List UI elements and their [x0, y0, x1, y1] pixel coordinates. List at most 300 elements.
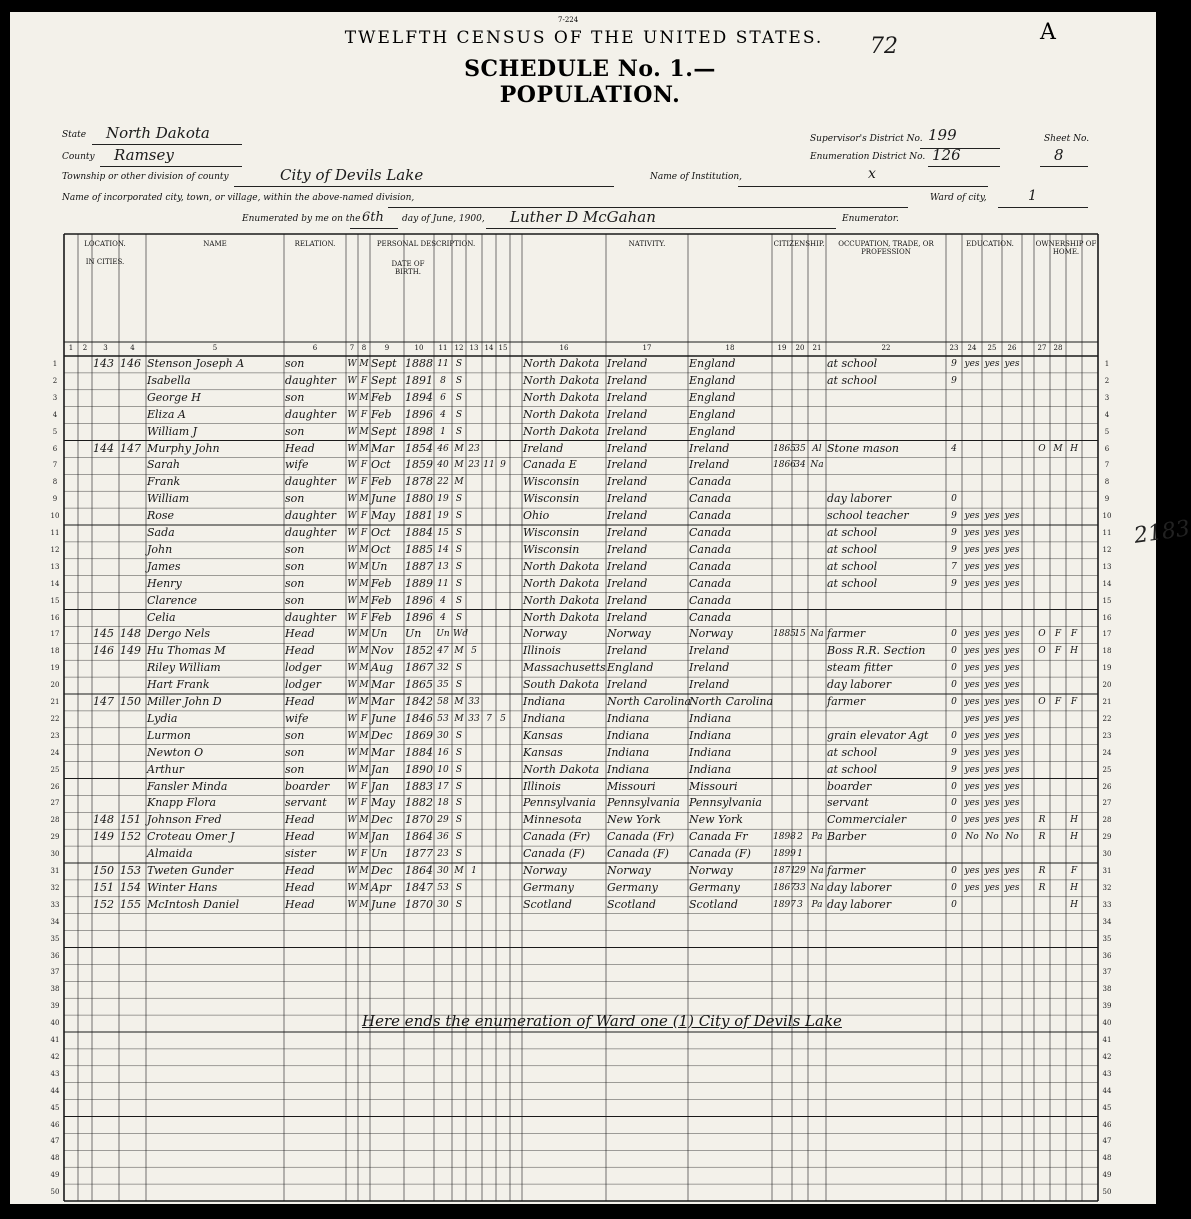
- cell-yrs: 23: [468, 460, 480, 471]
- cell-fbp: Ireland: [607, 492, 648, 506]
- row-number-right: 9: [1104, 495, 1110, 504]
- cell-year: 1884: [405, 526, 433, 539]
- cell-year: 1896: [405, 610, 433, 624]
- cell-age: 19: [437, 494, 449, 505]
- row-number-right: 1: [1104, 360, 1110, 368]
- cell-read: yes: [964, 815, 980, 826]
- cell-mbp: England: [689, 407, 736, 421]
- ward-label: Ward of city,: [930, 193, 987, 203]
- cell-eng: No: [1005, 832, 1019, 843]
- cell-eng: yes: [1004, 663, 1020, 674]
- cell-fam: 153: [120, 864, 141, 877]
- cell-color: W: [347, 747, 357, 758]
- cell-farm: H: [1070, 815, 1078, 826]
- cell-color: W: [347, 443, 357, 454]
- cell-name: Tweten Gunder: [147, 864, 234, 877]
- population-table: [50, 234, 1191, 1202]
- cell-color: W: [347, 528, 357, 538]
- cell-sex: F: [360, 781, 368, 792]
- cell-eng: yes: [1004, 511, 1020, 522]
- cell-month: Mar: [371, 678, 395, 692]
- cell-own: R: [1038, 815, 1046, 826]
- cell-rel: Head: [285, 644, 315, 658]
- cell-imm: 1866: [773, 460, 796, 471]
- cell-mbp: Indiana: [689, 745, 732, 759]
- cell-mbp: Canada Fr: [689, 830, 748, 844]
- cell-color: W: [347, 426, 357, 437]
- cell-mbp: Canada: [689, 559, 732, 573]
- cell-fam: 149: [120, 644, 141, 658]
- cell-mon: 4: [951, 443, 957, 454]
- cell-name: Hu Thomas M: [147, 644, 226, 658]
- row-number-right: 10: [1102, 512, 1112, 521]
- cell-ms: S: [455, 595, 463, 606]
- row-number-left: 41: [50, 1036, 60, 1044]
- cell-fbp: Missouri: [607, 779, 656, 793]
- cell-occ: farmer: [827, 864, 866, 877]
- cell-color: W: [347, 460, 357, 471]
- state-value: North Dakota: [106, 124, 210, 142]
- cell-sex: M: [359, 730, 369, 741]
- cell-mbp: Canada: [689, 610, 732, 624]
- cell-own: R: [1038, 832, 1046, 843]
- cell-month: Mar: [371, 695, 395, 708]
- cell-eng: yes: [1004, 578, 1020, 589]
- cell-fam: 147: [120, 441, 141, 455]
- row-number-left: 9: [52, 495, 58, 504]
- row-number-left: 17: [50, 630, 60, 639]
- cell-year: 1885: [405, 542, 433, 556]
- cell-read: yes: [964, 528, 980, 538]
- cell-mon: 0: [951, 899, 957, 910]
- cell-color: W: [347, 409, 357, 420]
- cell-rel: son: [285, 728, 305, 742]
- row-number-right: 49: [1102, 1171, 1112, 1180]
- supervisor-label: Supervisor's District No.: [810, 134, 923, 144]
- cell-bp: Ireland: [523, 441, 564, 455]
- row-number-left: 25: [50, 765, 60, 774]
- cell-year: 1846: [405, 711, 433, 725]
- cell-rel: Head: [285, 813, 315, 827]
- cell-own: O: [1038, 629, 1046, 640]
- row-number-right: 16: [1102, 613, 1112, 622]
- row-number-left: 14: [50, 579, 60, 588]
- cell-bp: Canada (F): [523, 847, 585, 861]
- cell-ms: S: [455, 612, 463, 623]
- cell-year: 1891: [405, 373, 433, 387]
- cell-bp: North Dakota: [523, 373, 600, 387]
- cell-read: yes: [964, 713, 980, 724]
- cell-occ: at school: [827, 576, 878, 590]
- cell-year: 1890: [405, 762, 433, 776]
- cell-mon: 9: [951, 764, 957, 775]
- column-number: 24: [967, 344, 977, 352]
- row-number-left: 37: [50, 968, 60, 977]
- row-number-left: 28: [50, 816, 60, 825]
- cell-own: O: [1038, 697, 1046, 707]
- cell-month: Sept: [371, 424, 397, 438]
- cell-fbp: Ireland: [607, 542, 648, 556]
- cell-write: yes: [984, 359, 1000, 369]
- cell-color: W: [347, 899, 357, 910]
- cell-read: yes: [964, 578, 980, 589]
- row-number-right: 4: [1104, 410, 1110, 419]
- cell-farm: H: [1070, 646, 1078, 657]
- cell-mon: 0: [951, 663, 957, 674]
- cell-mother: 11: [483, 460, 495, 471]
- cell-read: yes: [964, 544, 980, 555]
- cell-read: yes: [964, 764, 980, 775]
- cell-mbp: Canada: [689, 492, 732, 506]
- cell-age: 29: [437, 815, 449, 826]
- cell-mbp: Norway: [689, 864, 733, 877]
- cell-age: 53: [437, 713, 449, 724]
- cell-occ: Stone mason: [827, 441, 900, 455]
- cell-month: June: [371, 711, 397, 725]
- cell-age: 13: [437, 561, 449, 572]
- cell-occ: day laborer: [827, 492, 892, 506]
- cell-age: 6: [440, 392, 446, 403]
- cell-year: 1894: [405, 390, 433, 404]
- cell-name: Arthur: [147, 762, 185, 776]
- cell-read: yes: [964, 747, 980, 758]
- cell-ms: S: [455, 561, 463, 572]
- cell-bp: North Dakota: [523, 390, 600, 404]
- cell-fbp: Ireland: [607, 373, 648, 387]
- cell-rel: Head: [285, 830, 315, 844]
- cell-rel: son: [285, 593, 305, 607]
- row-number-right: 44: [1102, 1086, 1112, 1095]
- row-number-left: 11: [50, 529, 60, 537]
- column-number: 6: [312, 344, 318, 352]
- cell-living: 9: [500, 460, 506, 471]
- cell-month: June: [371, 492, 397, 506]
- row-number-left: 45: [50, 1103, 60, 1112]
- cell-year: 1896: [405, 593, 433, 607]
- cell-year: 1877: [405, 847, 433, 861]
- cell-imm: 1865: [773, 443, 796, 454]
- cell-color: W: [347, 646, 357, 657]
- cell-sex: M: [359, 764, 369, 775]
- cell-name: Sarah: [147, 458, 180, 472]
- cell-mon: 9: [951, 528, 957, 538]
- column-number: 28: [1053, 344, 1063, 352]
- cell-age: 46: [437, 443, 449, 454]
- schedule-title: SCHEDULE No. 1.—POPULATION.: [464, 56, 716, 108]
- cell-read: yes: [964, 781, 980, 792]
- cell-occ: servant: [827, 796, 869, 810]
- row-number-left: 46: [50, 1120, 60, 1129]
- cell-mbp: Canada: [689, 526, 732, 539]
- cell-ms: Wd: [453, 629, 469, 640]
- enumerated-day: 6th: [362, 210, 384, 225]
- cell-month: Mar: [371, 441, 395, 455]
- supervisor-value: 199: [928, 126, 957, 144]
- cell-month: Dec: [371, 813, 393, 827]
- cell-read: yes: [964, 798, 980, 809]
- cell-year: 1869: [405, 728, 433, 742]
- cell-year: 1898: [405, 424, 433, 438]
- cell-color: W: [347, 680, 357, 691]
- row-number-left: 23: [50, 731, 60, 740]
- cell-bp: Kansas: [523, 728, 563, 742]
- cell-living: 5: [500, 713, 506, 724]
- cell-name: Sada: [147, 526, 175, 539]
- cell-name: Lydia: [147, 711, 178, 725]
- cell-sex: M: [359, 359, 369, 369]
- cell-year: 1889: [405, 576, 433, 590]
- cell-fam: 150: [120, 695, 141, 708]
- cell-read: yes: [964, 511, 980, 522]
- column-number: 10: [414, 344, 424, 352]
- cell-write: yes: [984, 663, 1000, 674]
- row-number-right: 6: [1104, 444, 1110, 453]
- cell-age: 15: [437, 528, 449, 538]
- cell-mbp: Scotland: [689, 897, 738, 911]
- cell-ms: M: [454, 866, 464, 876]
- cell-nat: Al: [812, 443, 822, 454]
- row-number-right: 42: [1102, 1052, 1112, 1061]
- enumerator-name: Luther D McGahan: [510, 208, 656, 226]
- row-number-left: 16: [50, 613, 60, 622]
- cell-nat: Na: [810, 882, 824, 893]
- row-number-left: 36: [50, 951, 60, 960]
- cell-sex: M: [359, 392, 369, 403]
- cell-yrs: 5: [471, 646, 477, 657]
- cell-fbp: Ireland: [607, 576, 648, 590]
- row-number-left: 42: [50, 1052, 60, 1061]
- cell-rel: son: [285, 424, 305, 438]
- cell-eng: yes: [1004, 781, 1020, 792]
- cell-year: 1870: [405, 813, 433, 827]
- city-label: Name of incorporated city, town, or village, within the above-named division,: [62, 193, 415, 203]
- row-number-right: 14: [1102, 579, 1112, 588]
- cell-name: McIntosh Daniel: [147, 897, 240, 911]
- cell-color: W: [347, 781, 357, 792]
- cell-bp: Indiana: [523, 695, 566, 708]
- cell-ms: S: [455, 680, 463, 691]
- cell-age: 10: [437, 764, 449, 775]
- cell-write: yes: [984, 578, 1000, 589]
- cell-rel: son: [285, 492, 305, 506]
- row-number-right: 8: [1104, 478, 1110, 487]
- header-in-cities: IN CITIES.: [85, 258, 125, 266]
- cell-mbp: Indiana: [689, 762, 732, 776]
- cell-sex: M: [359, 832, 369, 843]
- cell-age: 18: [437, 798, 449, 809]
- cell-eng: yes: [1004, 528, 1020, 538]
- cell-write: yes: [984, 544, 1000, 555]
- cell-age: 35: [437, 680, 449, 691]
- cell-name: Clarence: [147, 593, 198, 607]
- cell-year: 1896: [405, 407, 433, 421]
- cell-name: Hart Frank: [147, 678, 210, 692]
- cell-dw: 149: [93, 830, 114, 844]
- cell-occ: at school: [827, 559, 878, 573]
- cell-write: yes: [984, 866, 1000, 876]
- cell-name: Murphy John: [147, 441, 220, 455]
- cell-mbp: Canada (F): [689, 847, 751, 861]
- state-label: State: [62, 130, 87, 140]
- cell-name: Dergo Nels: [147, 627, 211, 641]
- cell-year: 1864: [405, 830, 433, 844]
- cell-bp: South Dakota: [523, 678, 599, 692]
- cell-bp: Germany: [523, 880, 574, 894]
- cell-year: 1870: [405, 897, 433, 911]
- cell-dw: 151: [93, 880, 114, 894]
- row-number-left: 12: [50, 545, 60, 554]
- census-sheet: [10, 12, 1191, 1204]
- cell-occ: school teacher: [827, 509, 909, 523]
- cell-occ: at school: [827, 526, 878, 539]
- cell-ms: M: [454, 697, 464, 707]
- row-number-right: 47: [1102, 1137, 1112, 1146]
- cell-ms: S: [455, 882, 463, 893]
- header-citizenship: CITIZENSHIP.: [773, 240, 825, 248]
- cell-ius: 1: [797, 849, 803, 860]
- cell-dw: 143: [93, 357, 114, 370]
- cell-write: yes: [984, 730, 1000, 741]
- cell-sex: M: [359, 680, 369, 691]
- cell-mbp: Missouri: [689, 779, 738, 793]
- cell-sex: F: [360, 528, 368, 538]
- cell-year: Un: [405, 627, 422, 641]
- cell-color: W: [347, 713, 357, 724]
- cell-sex: F: [360, 460, 368, 471]
- column-number: 20: [795, 344, 805, 352]
- cell-mort: F: [1054, 646, 1062, 657]
- cell-own: R: [1038, 882, 1046, 893]
- cell-ms: S: [455, 747, 463, 758]
- cell-bp: North Dakota: [523, 559, 600, 573]
- cell-name: Croteau Omer J: [147, 830, 235, 844]
- cell-sex: M: [359, 663, 369, 674]
- cell-bp: Norway: [523, 864, 567, 877]
- row-number-left: 10: [50, 512, 60, 521]
- cell-eng: yes: [1004, 815, 1020, 826]
- cell-fam: 154: [120, 880, 141, 894]
- cell-name: George H: [147, 390, 201, 404]
- cell-occ: grain elevator Agt: [827, 728, 929, 742]
- cell-age: 40: [437, 460, 449, 471]
- cell-sex: F: [360, 798, 368, 809]
- column-number: 27: [1037, 344, 1047, 352]
- header-name: NAME: [203, 240, 227, 248]
- cell-bp: Indiana: [523, 711, 566, 725]
- cell-rel: boarder: [285, 779, 330, 793]
- cell-color: W: [347, 629, 357, 640]
- row-number-right: 30: [1102, 850, 1112, 859]
- cell-mbp: England: [689, 390, 736, 404]
- cell-mbp: Canada: [689, 475, 732, 489]
- cell-eng: yes: [1004, 646, 1020, 657]
- cell-age: 30: [437, 730, 449, 741]
- cell-color: W: [347, 697, 357, 707]
- cell-eng: yes: [1004, 764, 1020, 775]
- column-number: 22: [881, 344, 891, 352]
- cell-bp: North Dakota: [523, 576, 600, 590]
- row-number-right: 29: [1102, 833, 1112, 842]
- cell-name: Eliza A: [147, 407, 186, 421]
- row-number-left: 4: [52, 410, 58, 419]
- cell-name: Winter Hans: [147, 880, 218, 894]
- row-number-right: 45: [1102, 1103, 1112, 1112]
- cell-fbp: Canada (F): [607, 847, 669, 861]
- cell-color: W: [347, 544, 357, 555]
- column-number: 3: [103, 344, 108, 352]
- cell-fbp: New York: [607, 813, 661, 827]
- cell-sex: F: [360, 511, 368, 522]
- cell-rel: lodger: [285, 661, 321, 675]
- cell-year: 1881: [405, 509, 433, 523]
- cell-ms: S: [455, 798, 463, 809]
- institution-value: x: [868, 166, 876, 182]
- row-number-right: 35: [1102, 934, 1112, 943]
- cell-write: No: [985, 832, 999, 843]
- cell-ius: 35: [794, 443, 806, 454]
- cell-fbp: Indiana: [607, 745, 650, 759]
- cell-nat: Na: [810, 629, 824, 640]
- cell-mon: 0: [951, 781, 957, 792]
- cell-fbp: Ireland: [607, 458, 648, 472]
- row-number-left: 40: [50, 1019, 60, 1028]
- cell-yrs: 33: [468, 697, 480, 707]
- cell-mort: M: [1053, 443, 1063, 454]
- column-number: 1: [68, 344, 74, 352]
- cell-age: 30: [437, 899, 449, 910]
- cell-month: Feb: [371, 475, 392, 489]
- ward-value: 1: [1028, 188, 1037, 204]
- cell-name: Rose: [147, 509, 175, 523]
- column-number: 8: [361, 344, 367, 352]
- cell-year: 1888: [405, 357, 433, 370]
- cell-year: 1883: [405, 779, 433, 793]
- cell-age: 53: [437, 882, 449, 893]
- closing-note: Here ends the enumeration of Ward one (1) City of Devils Lake: [362, 1012, 842, 1030]
- county-label: County: [62, 152, 95, 162]
- cell-read: yes: [964, 561, 980, 572]
- enumerator-label: Enumerator.: [842, 214, 899, 224]
- row-number-right: 3: [1104, 393, 1110, 402]
- cell-nat: Na: [810, 866, 824, 876]
- column-number: 15: [498, 344, 508, 352]
- cell-eng: yes: [1004, 798, 1020, 809]
- cell-mbp: Pennsylvania: [689, 796, 762, 810]
- column-number: 25: [987, 344, 997, 352]
- cell-color: W: [347, 477, 357, 488]
- cell-write: yes: [984, 646, 1000, 657]
- cell-year: 1882: [405, 796, 433, 810]
- row-number-right: 36: [1102, 951, 1112, 960]
- cell-fbp: Canada (Fr): [607, 830, 675, 844]
- census-title: TWELFTH CENSUS OF THE UNITED STATES.: [344, 28, 824, 48]
- cell-mbp: Indiana: [689, 711, 732, 725]
- row-number-right: 39: [1102, 1002, 1112, 1011]
- cell-bp: Canada (Fr): [523, 830, 591, 844]
- cell-ms: S: [455, 764, 463, 775]
- cell-rel: son: [285, 542, 305, 556]
- cell-name: Almaida: [147, 847, 193, 861]
- row-number-left: 30: [50, 850, 60, 859]
- page-letter: A: [1040, 20, 1056, 45]
- column-number: 2: [82, 344, 88, 352]
- row-number-left: 38: [50, 985, 60, 994]
- cell-name: William: [147, 492, 190, 506]
- cell-name: Celia: [147, 610, 176, 624]
- cell-bp: Norway: [523, 627, 567, 641]
- cell-mort: F: [1054, 629, 1062, 640]
- cell-farm: H: [1070, 882, 1078, 893]
